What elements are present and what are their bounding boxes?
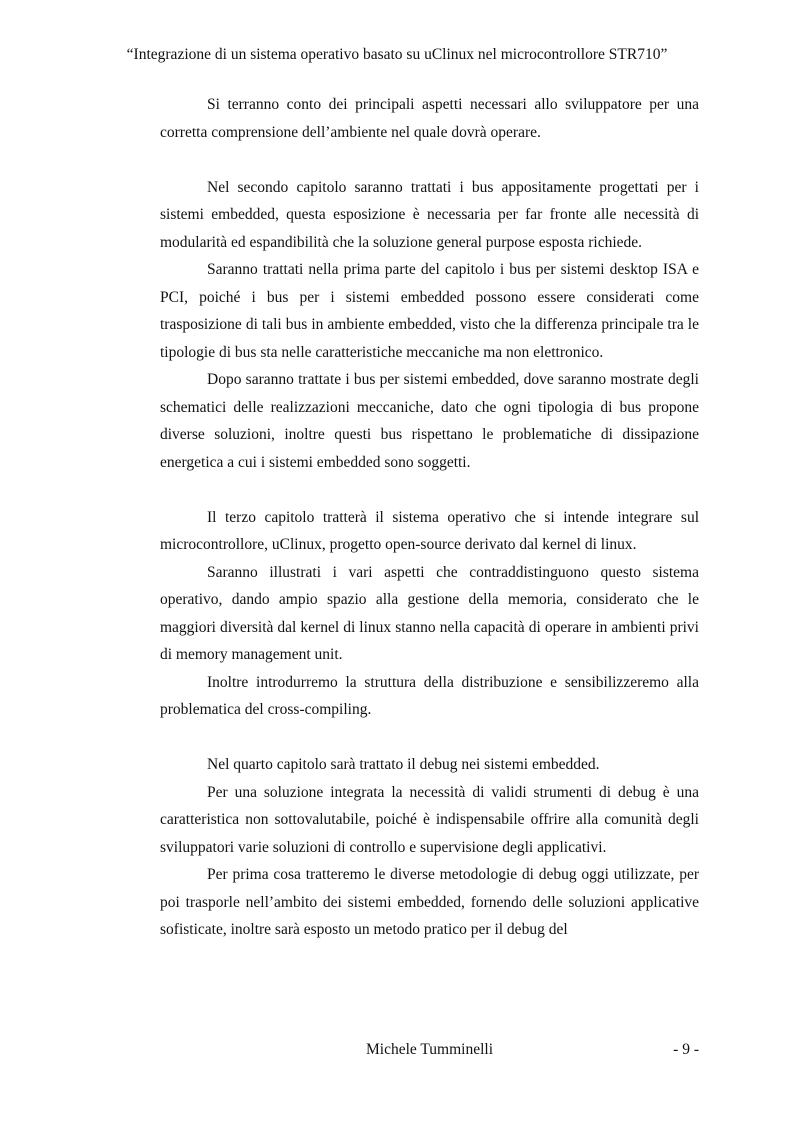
paragraph: Saranno trattati nella prima parte del capitolo i bus per sistemi desktop ISA e PCI, poiché i bus per i sistemi embedded possono essere considerati come trasposizione di tali bus in ambiente embedded, visto che la differenza principale tra le tipologie di bus sta nelle caratteristiche meccaniche ma non elettronico.: [160, 261, 699, 361]
page-footer: [160, 1038, 699, 1062]
paragraph: Nel secondo capitolo saranno trattati i bus appositamente progettati per i sistemi embedded, questa esposizione è necessaria per far fronte alle necessità di modularità ed espandibilità che la soluzione general purpose esposta richiede.: [160, 178, 699, 251]
paragraph: Il terzo capitolo tratterà il sistema operativo che si intende integrare sul microcontrollore, uClinux, progetto open-source derivato dal kernel di linux.: [160, 508, 699, 553]
running-header: “Integrazione di un sistema operativo basato su uClinux nel microcontrollore STR710”: [126, 46, 668, 63]
paragraph: Per prima cosa tratteremo le diverse metodologie di debug oggi utilizzate, per poi trasporle nell’ambito dei sistemi embedded, fornendo delle soluzioni applicative sofisticate, inoltre sarà esposto un metodo pratico per il debug del: [160, 866, 699, 938]
paragraph: Inoltre introdurremo la struttura della distribuzione e sensibilizzeremo alla problematica del cross-compiling.: [160, 673, 699, 718]
paragraph: Dopo saranno trattate i bus per sistemi embedded, dove saranno mostrate degli schematici delle realizzazioni meccaniche, dato che ogni tipologia di bus propone diverse soluzioni, inoltre questi bus rispettano le problematiche di dissipazione energetica a cui i sistemi embedded sono soggetti.: [160, 371, 699, 471]
body-text: [160, 91, 699, 944]
paragraph: Si terranno conto dei principali aspetti necessari allo sviluppatore per una corretta comprensione dell’ambiente nel quale dovrà operare.: [160, 96, 699, 141]
footer-author: Michele Tumminelli: [365, 1041, 494, 1058]
paragraph: Saranno illustrati i vari aspetti che contraddistinguono questo sistema operativo, dando ampio spazio alla gestione della memoria, considerato che le maggiori diversità dal kernel di linux stanno nella capacità di operare in ambienti privi di memory management unit.: [160, 563, 699, 663]
paragraph: Nel quarto capitolo sarà trattato il debug nei sistemi embedded.: [207, 756, 600, 773]
paragraph: Per una soluzione integrata la necessità di validi strumenti di debug è una caratteristica non sottovalutabile, poiché è indispensabile offrire alla comunità degli sviluppatori varie soluzioni di controllo e supervisione degli applicativi.: [160, 783, 699, 856]
page-number: - 9 -: [673, 1041, 699, 1058]
